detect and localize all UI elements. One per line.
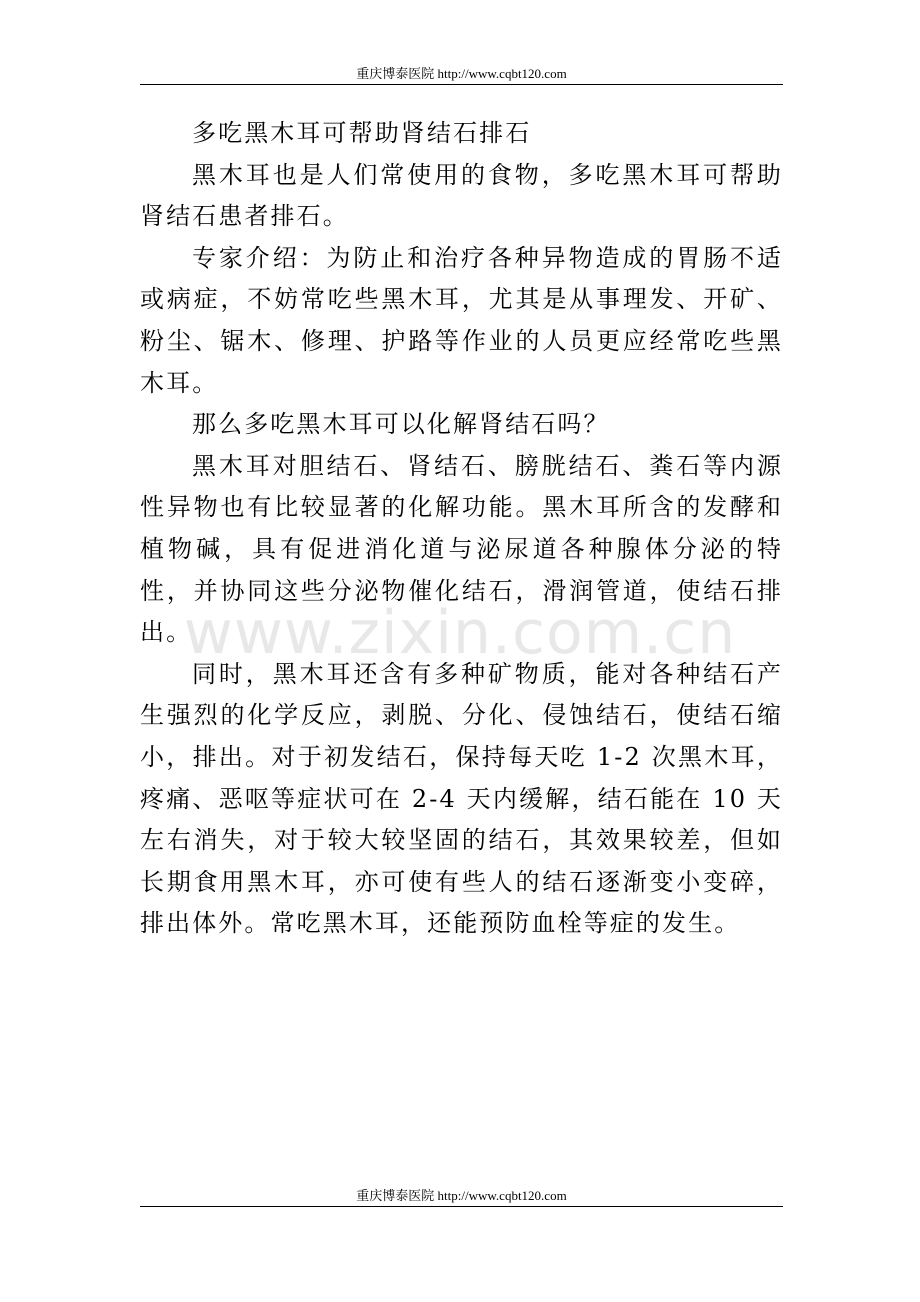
watermark: www.zixin.com.cn [183,598,737,668]
article-paragraph-4: 黑木耳对胆结石、肾结石、膀胱结石、粪石等内源性异物也有比较显著的化解功能。黑木耳所含的发酵和植物碱，具有促进消化道与泌尿道各种腺体分泌的特性，并协同这些分泌物催化结石，滑润管道，使结石排出。 [140,451,783,647]
article-title: 多吃黑木耳可帮助肾结石排石 [192,119,532,147]
page-header: 重庆博泰医院 http://www.cqbt120.com [356,66,567,81]
article-paragraph-5: 同时，黑木耳还含有多种矿物质，能对各种结石产生强烈的化学反应，剥脱、分化、侵蚀结石，使结石缩小，排出。对于初发结石，保持每天吃 1-2 次黑木耳，疼痛、恶呕等症状可在 2-4 天内缓解，结石能在 10 天左右消失，对于较大较坚固的结石，其效果较差，但如长期食用黑木耳，亦可使有些人的结石逐渐变小变碎，排出体外。常吃黑木耳，还能预防血栓等症的发生。 [140,659,783,938]
article-paragraph-3: 那么多吃黑木耳可以化解肾结石吗？ [192,410,610,439]
article-paragraph-1: 黑木耳也是人们常使用的食物，多吃黑木耳可帮助肾结石患者排石。 [140,160,783,231]
article-paragraph-2: 专家介绍：为防止和治疗各种异物造成的胃肠不适或病症，不妨常吃些黑木耳，尤其是从事理发、开矿、粉尘、锯木、修理、护路等作业的人员更应经常吃些黑木耳。 [140,243,783,397]
footer-divider [140,1206,783,1207]
header-divider [140,84,783,85]
page-footer: 重庆博泰医院 http://www.cqbt120.com [356,1188,567,1203]
article-body [140,113,783,945]
